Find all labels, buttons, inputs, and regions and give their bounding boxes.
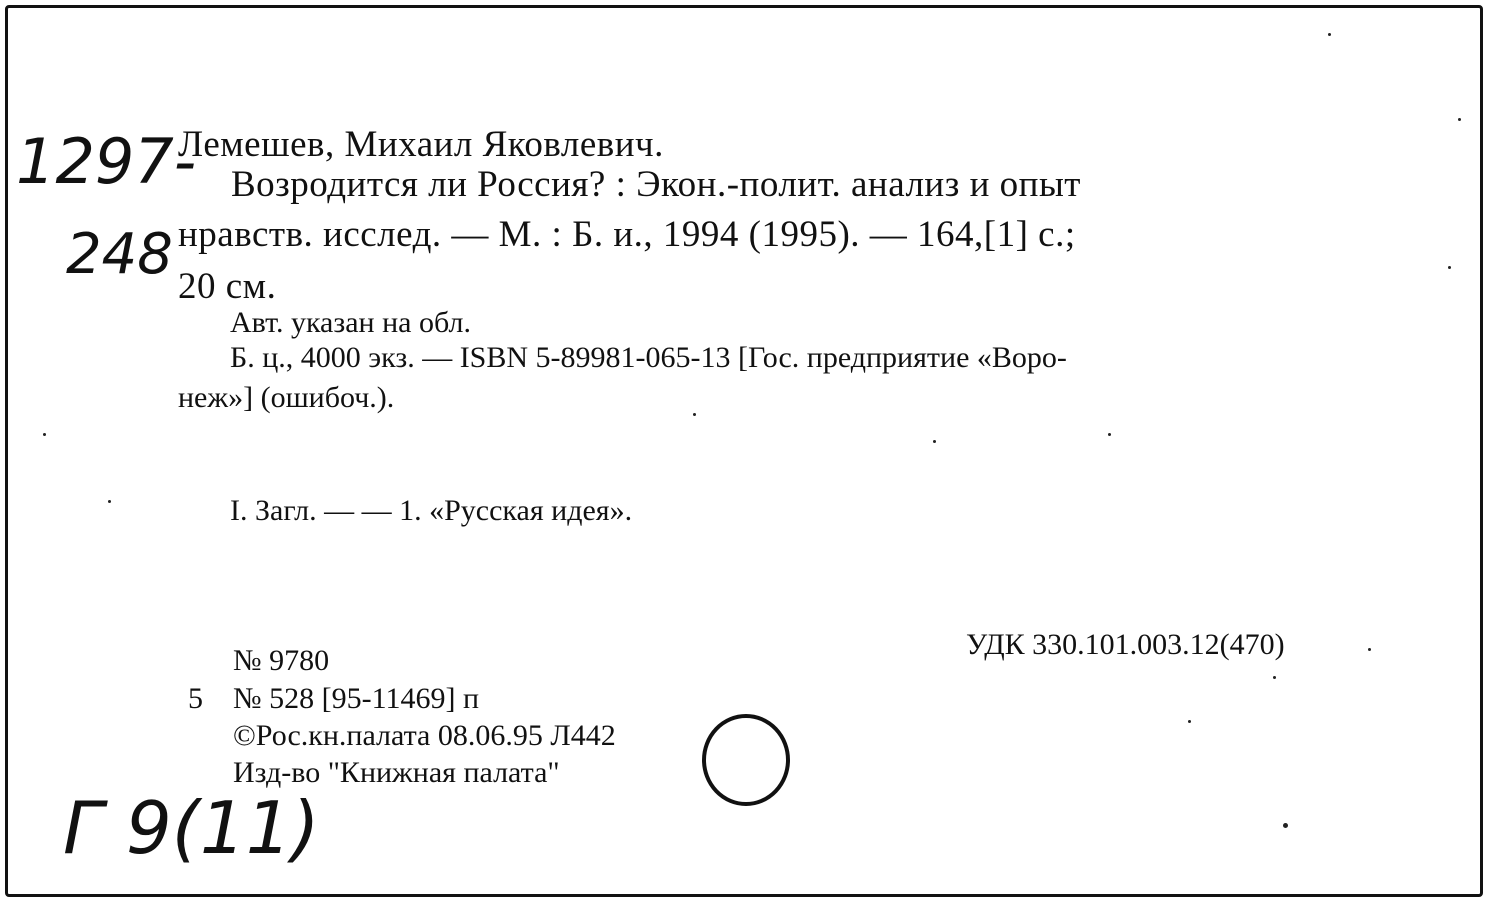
record-number-2: № 528 [95-11469] п (233, 682, 480, 715)
speck (933, 440, 936, 443)
speck (1273, 676, 1276, 679)
speck (1188, 720, 1191, 723)
catalog-card (5, 5, 1483, 897)
handwritten-bottom-mark (58, 768, 328, 888)
publisher-line: Изд-во "Книжная палата" (233, 756, 560, 789)
record-number-1: № 9780 (233, 644, 330, 677)
speck (693, 413, 696, 416)
speck (1458, 118, 1461, 121)
title-line-1: Возродится ли Россия? : Экон.-полит. анализ и опыт (231, 164, 1081, 205)
handwritten-bottom-text: Г 9(11) (63, 786, 320, 870)
speck (1448, 266, 1451, 269)
speck (1108, 433, 1111, 436)
title-line-2: нравств. исслед. — М. : Б. и., 1994 (1995). — 164,[1] с.; (178, 214, 1076, 255)
speck (1283, 823, 1288, 828)
author-heading: Лемешев, Михаил Яковлевич. (178, 124, 664, 165)
copyright-line: ©Рос.кн.палата 08.06.95 Л442 (233, 719, 616, 752)
note-author-on-cover: Авт. указан на обл. (230, 306, 471, 339)
speck (1328, 33, 1331, 36)
handwritten-shelf-mark (8, 113, 197, 303)
title-line-3: 20 см. (178, 266, 277, 307)
note-price-isbn-2: неж»] (ошибоч.). (178, 381, 395, 414)
circle-stamp (696, 708, 796, 808)
speck (43, 433, 46, 436)
speck (108, 500, 111, 503)
handwritten-shelf-bottom: 248 (66, 222, 173, 287)
udc-code: УДК 330.101.003.12(470) (966, 628, 1285, 661)
note-price-isbn-1: Б. ц., 4000 экз. — ISBN 5-89981-065-13 [Гос. предприятие «Воро- (230, 341, 1067, 374)
tracings: I. Загл. — — 1. «Русская идея». (230, 494, 633, 527)
handwritten-shelf-top: 1297- (16, 125, 197, 198)
speck (1368, 648, 1371, 651)
digit-five: 5 (188, 682, 203, 715)
